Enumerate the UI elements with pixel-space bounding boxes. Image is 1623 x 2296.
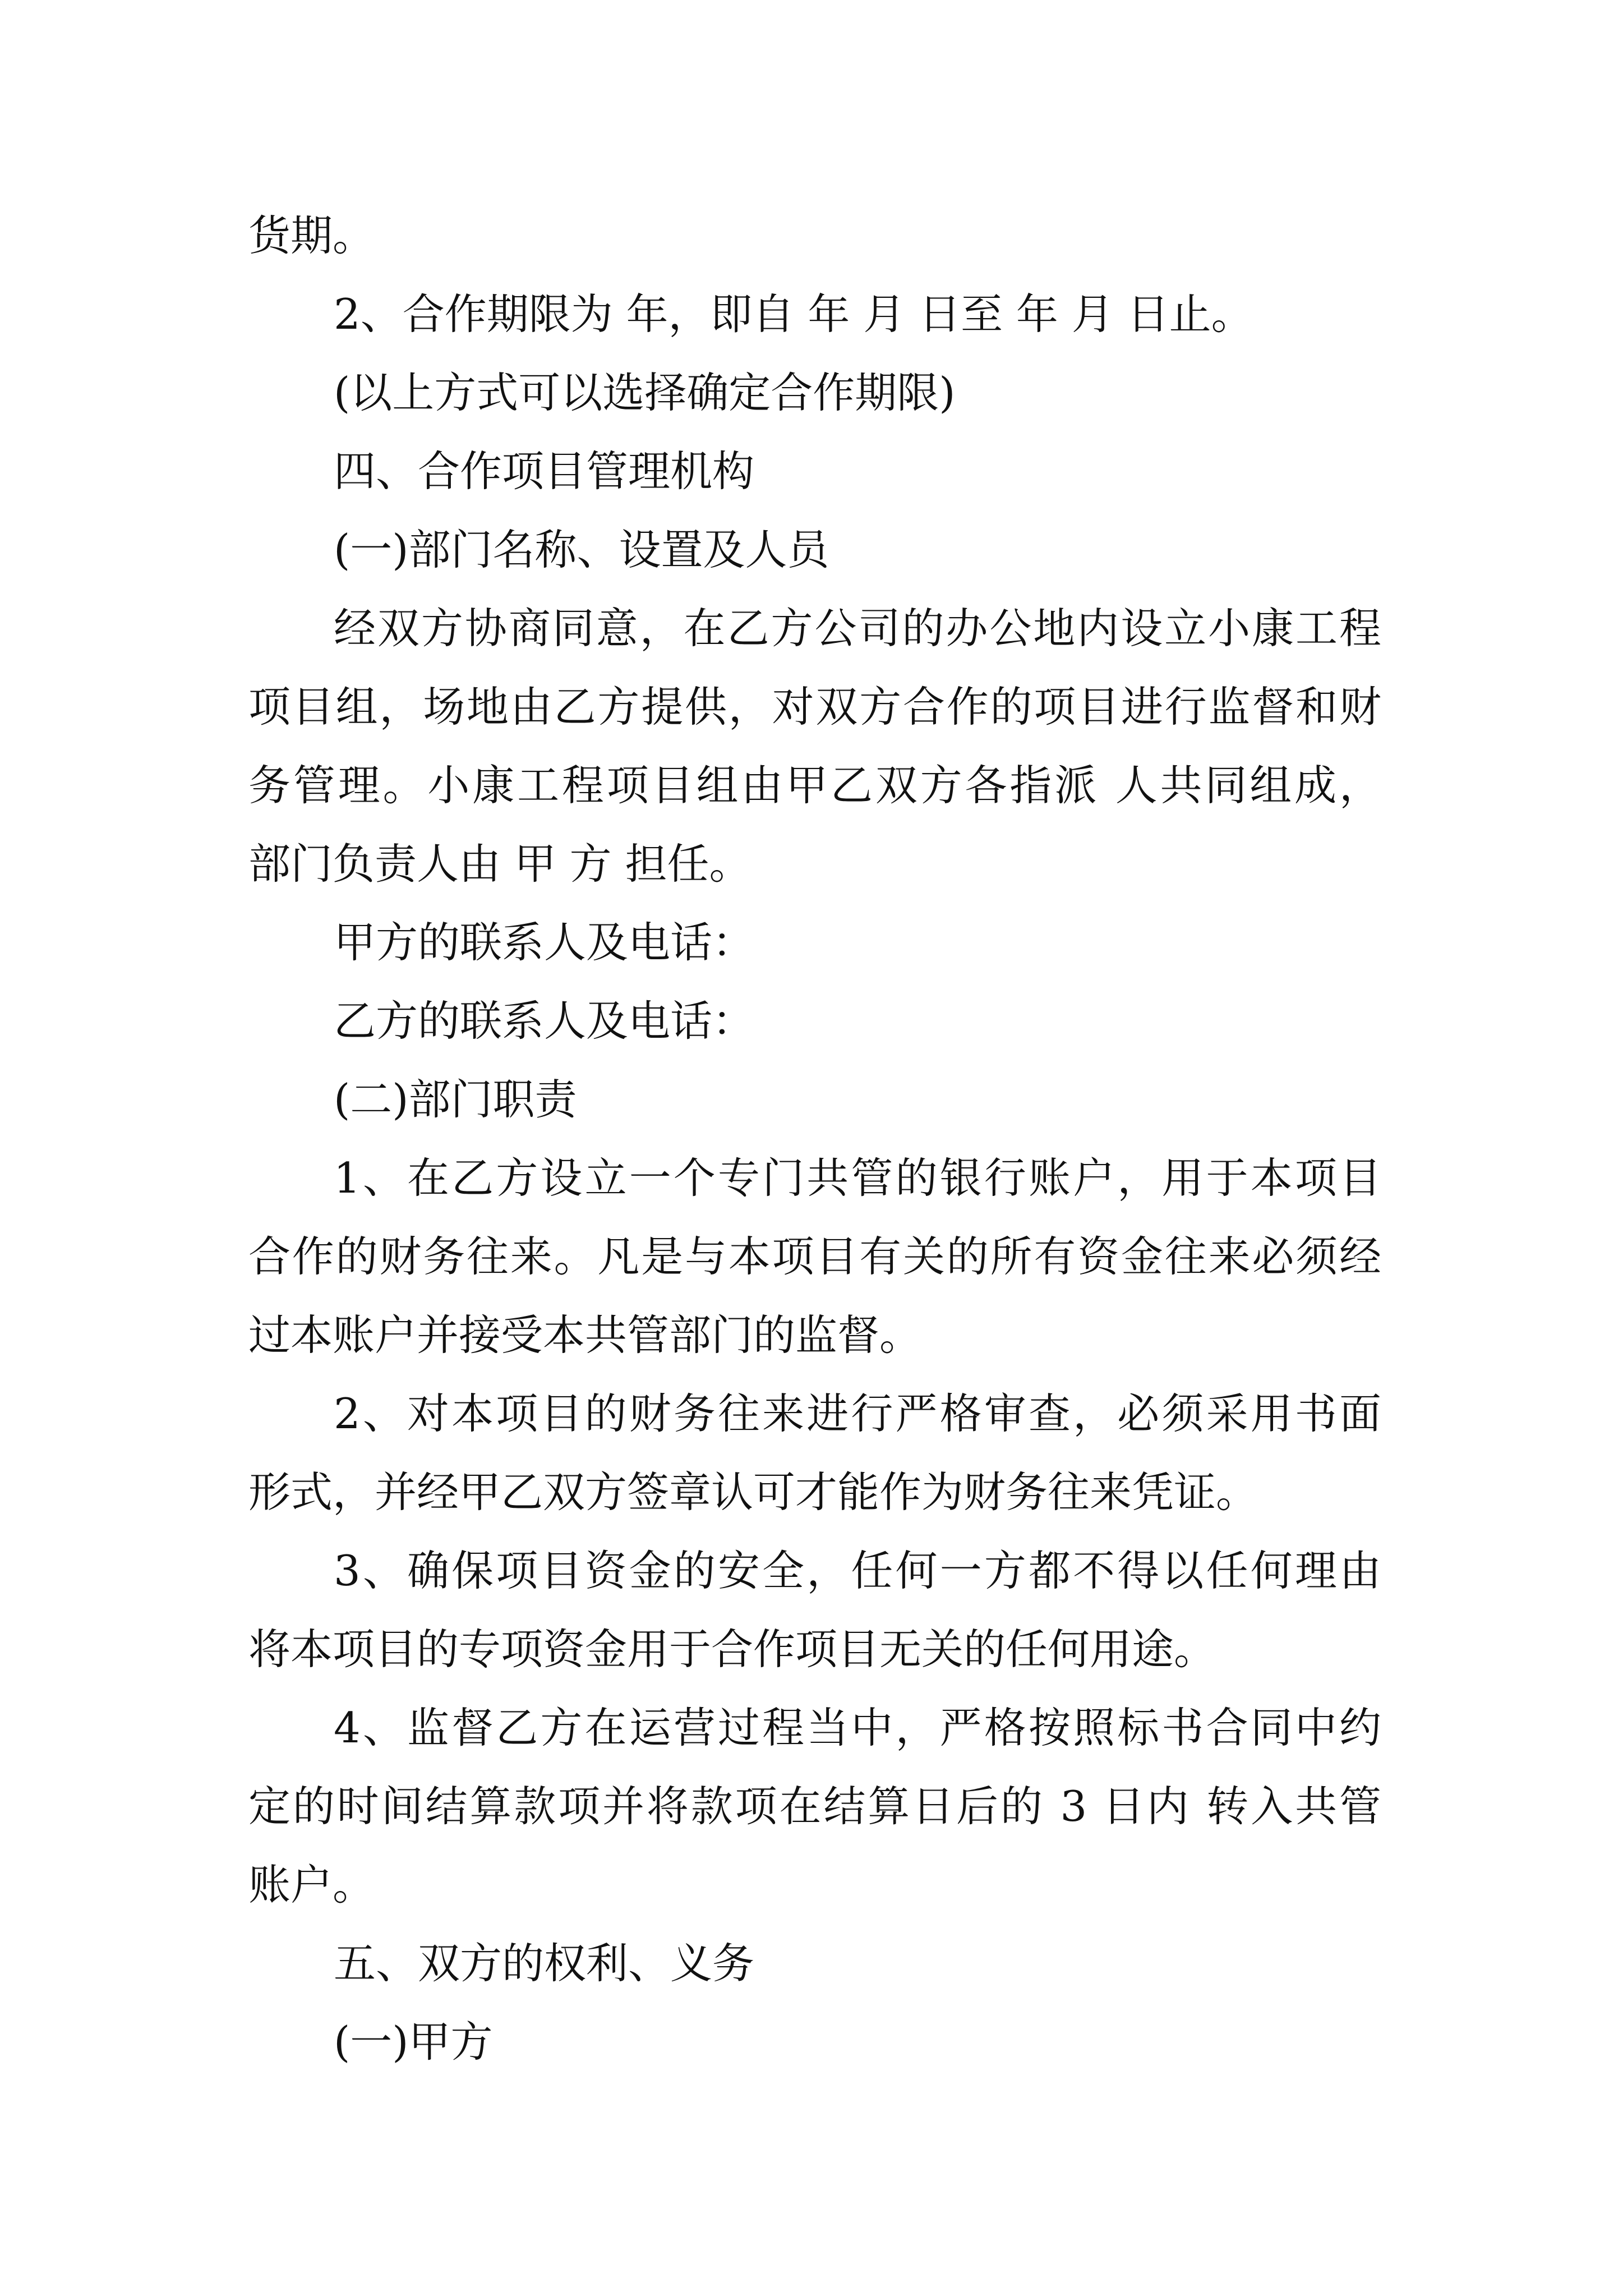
subsection-heading: (一)部门名称、设置及人员 (334, 525, 829, 574)
text-line: 货期。 (248, 211, 375, 260)
text-line: 4、监督乙方在运营过程当中，严格按照标书合同中约 (334, 1703, 1381, 1752)
text-line: 账户。 (248, 1860, 375, 1910)
text-line: 经双方协商同意，在乙方公司的办公地内设立小康工程 (334, 604, 1381, 653)
text-line: 定的时间结算款项并将款项在结算日后的 3 日内 转入共管 (248, 1782, 1381, 1831)
text-line: 形式，并经甲乙双方签章认可才能作为财务往来凭证。 (248, 1467, 1258, 1517)
text-line: 部门负责人由 甲 方 担任。 (248, 839, 751, 889)
text-line: 务管理。小康工程项目组由甲乙双方各指派 人共同组成， (248, 761, 1381, 810)
section-heading: 四、合作项目管理机构 (334, 447, 755, 496)
text-line: 过本账户并接受本共管部门的监督。 (248, 1310, 922, 1360)
text-line: 合作的财务往来。凡是与本项目有关的所有资金往来必须经 (248, 1232, 1381, 1281)
subsection-heading: (二)部门职责 (334, 1075, 577, 1124)
text-line: 2、对本项目的财务往来进行严格审查，必须采用书面 (334, 1389, 1381, 1438)
subsection-heading: (一)甲方 (334, 2017, 493, 2067)
text-line: 3、确保项目资金的安全，任何一方都不得以任何理由 (334, 1546, 1381, 1595)
text-line: 项目组，场地由乙方提供，对双方合作的项目进行监督和财 (248, 682, 1381, 731)
text-line: 将本项目的专项资金用于合作项目无关的任何用途。 (248, 1625, 1216, 1674)
text-line: (以上方式可以选择确定合作期限) (334, 368, 956, 417)
text-line: 甲方的联系人及电话： (334, 918, 755, 967)
text-line: 乙方的联系人及电话： (334, 996, 755, 1046)
text-line: 2、合作期限为 年，即自 年 月 日至 年 月 日止。 (334, 289, 1253, 339)
text-line: 1、在乙方设立一个专门共管的银行账户，用于本项目 (334, 1153, 1381, 1203)
section-heading: 五、双方的权利、义务 (334, 1939, 755, 1988)
